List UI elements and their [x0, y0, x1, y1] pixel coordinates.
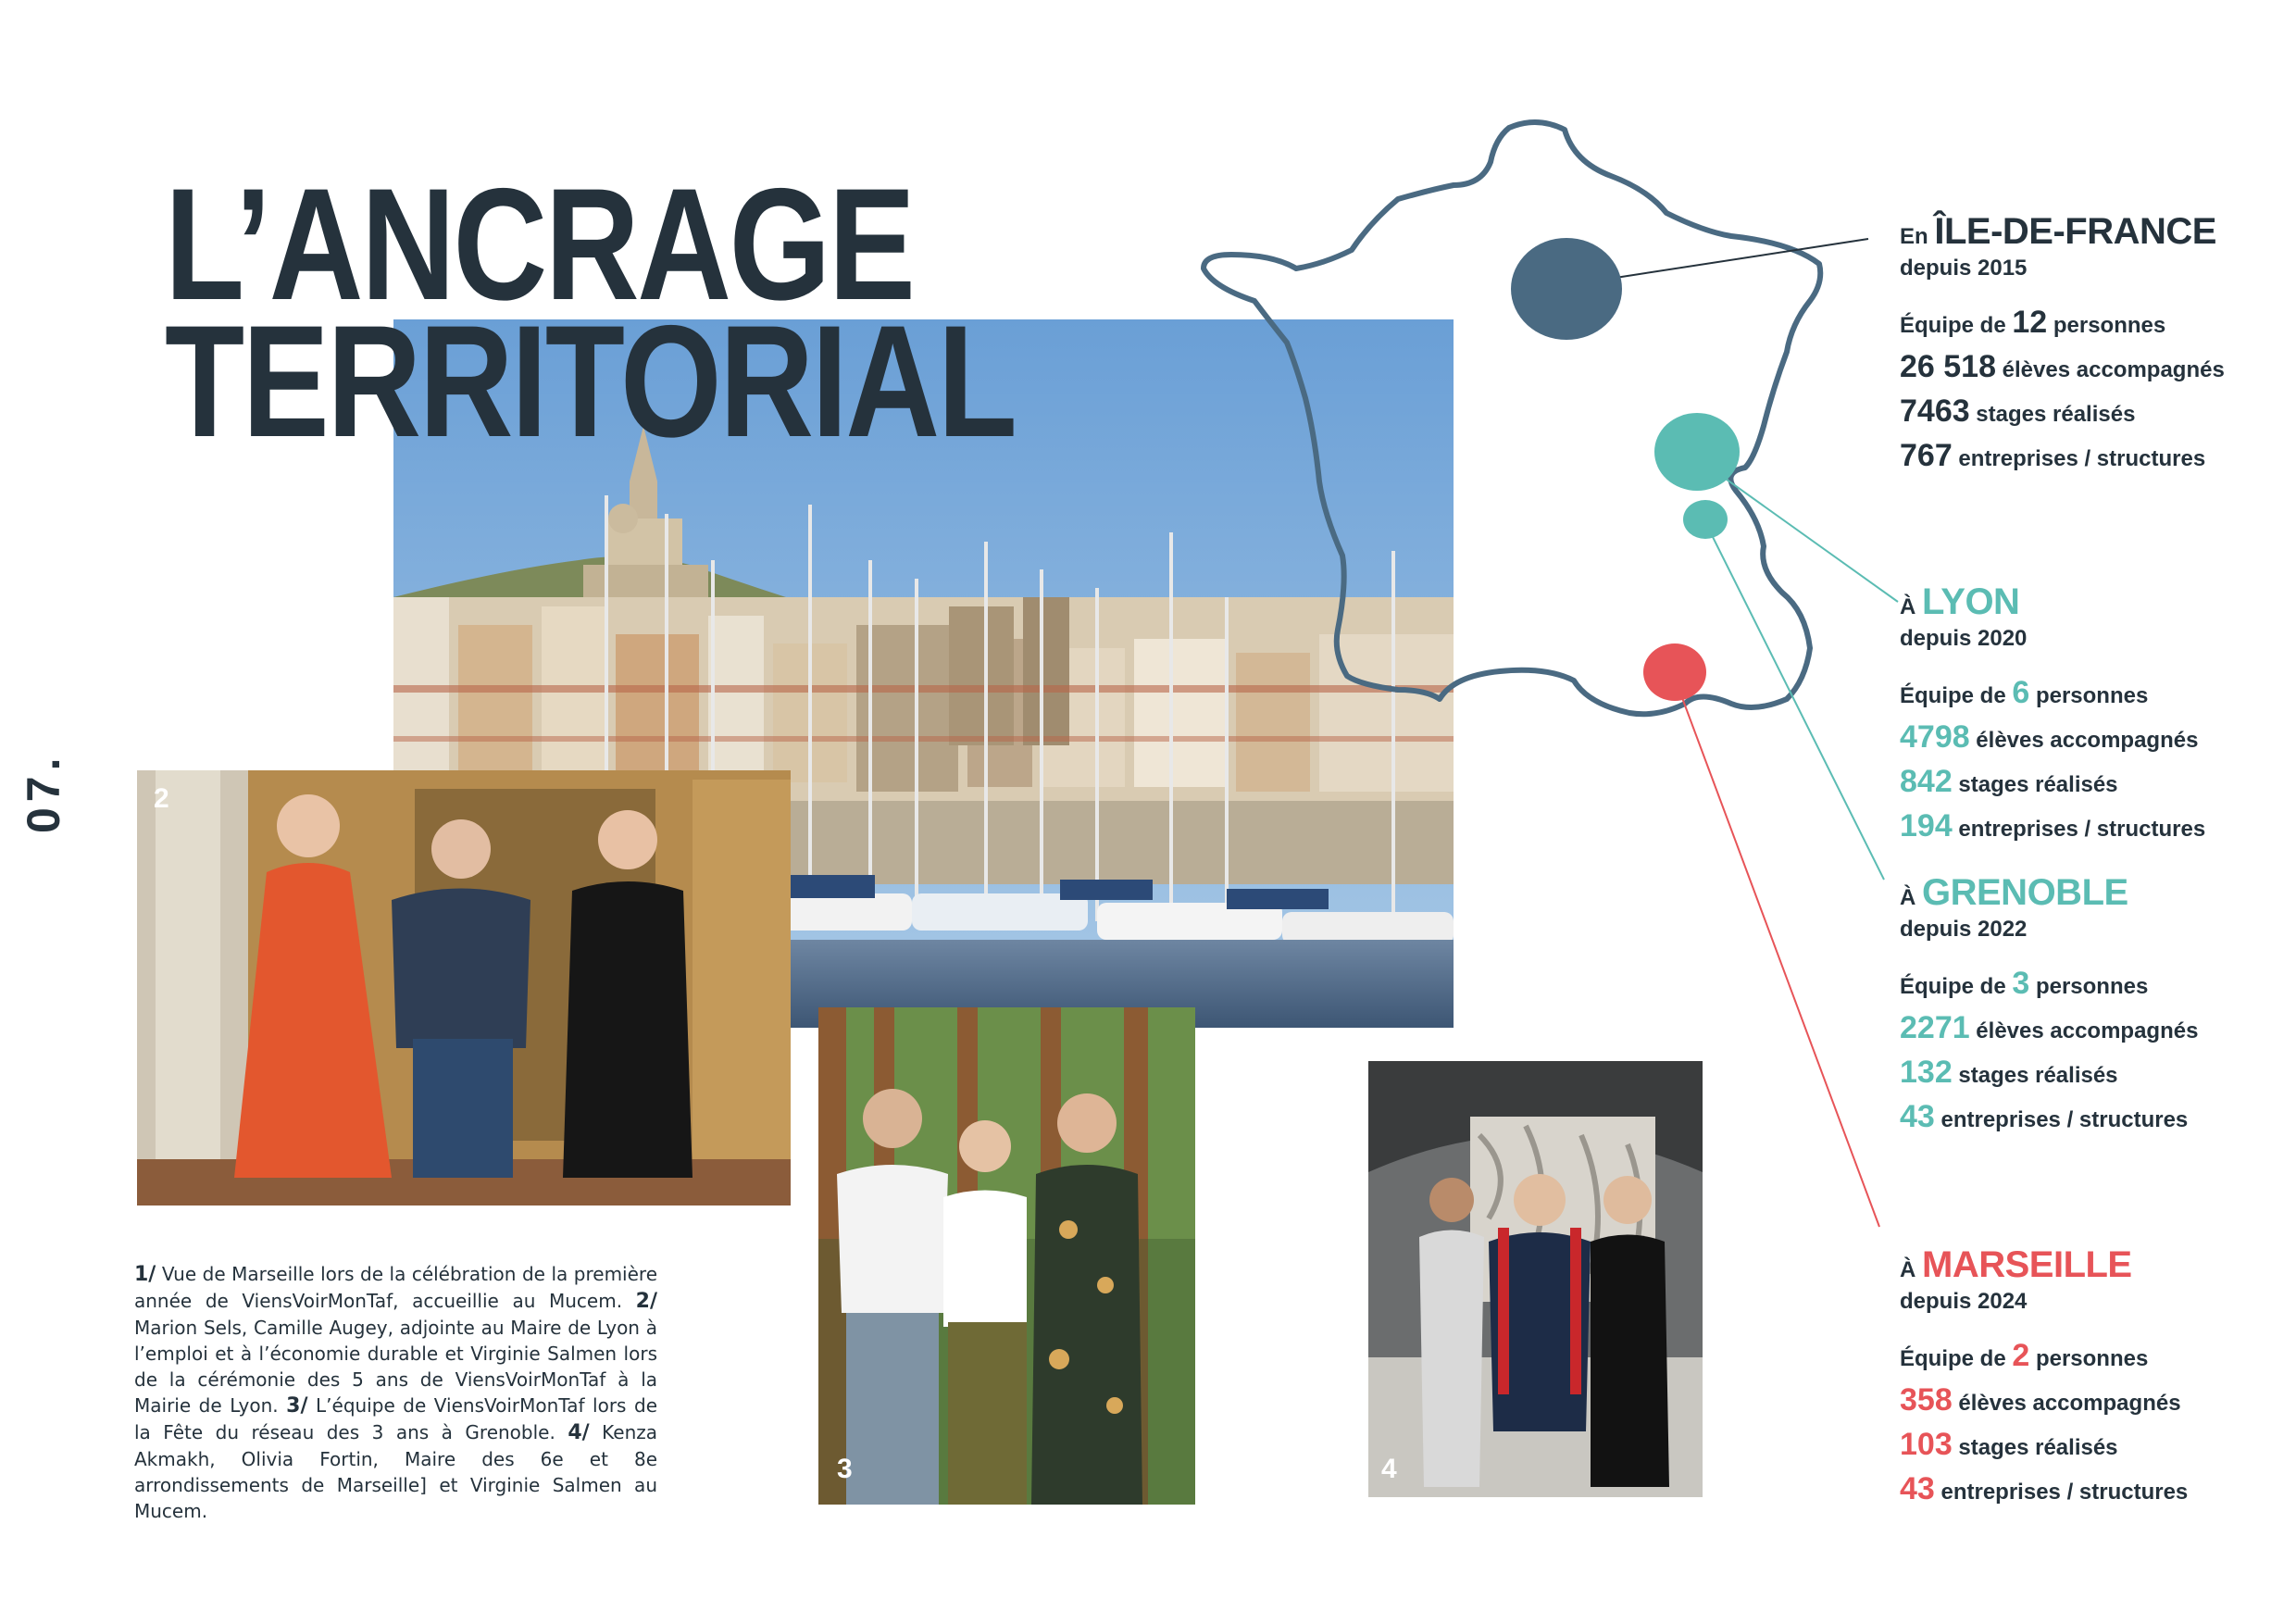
caption-text-2: Marion Sels, Camille Augey, adjointe au Maire de Lyon à l’emploi et à l’économie durable et Virginie Salmen lors de la cérémonie des 5 ans de ViensVoirMonTaf à la Mairie de Lyon. — [134, 1317, 657, 1417]
region-name: MARSEILLE — [1922, 1244, 2132, 1285]
page-number: 07. — [18, 752, 69, 833]
stat-team: Équipe de 12 personnes — [1900, 305, 2166, 340]
stat-students: 26 518 élèves accompagnés — [1900, 349, 2225, 384]
caption-text-3: L’équipe de ViensVoirMonTaf lors de la Fête du réseau des 3 ans à Grenoble. — [134, 1394, 657, 1443]
region-name: GRENOBLE — [1922, 872, 2128, 913]
stat-internships: 132 stages réalisés — [1900, 1055, 2118, 1090]
stat-students: 4798 élèves accompagnés — [1900, 719, 2199, 755]
region-prefix: À — [1900, 1257, 1922, 1282]
title-line-2: TERRITORIAL — [165, 293, 1016, 470]
dot-marseille — [1643, 643, 1706, 701]
region-name: ÎLE-DE-FRANCE — [1934, 211, 2216, 252]
caption-mark-4: 4/ — [568, 1421, 590, 1444]
region-since: depuis 2020 — [1900, 626, 2028, 651]
stat-internships: 7463 stages réalisés — [1900, 394, 2136, 429]
photo-grenoble-team — [818, 1007, 1195, 1505]
region-prefix: À — [1900, 594, 1922, 619]
photo-number-3: 3 — [837, 1454, 853, 1484]
region-since: depuis 2022 — [1900, 917, 2028, 942]
region-prefix: À — [1900, 885, 1922, 910]
photo-mucem — [1368, 1061, 1703, 1497]
stat-internships: 103 stages réalisés — [1900, 1427, 2118, 1462]
stat-students: 2271 élèves accompagnés — [1900, 1010, 2199, 1045]
stat-internships: 842 stages réalisés — [1900, 764, 2118, 799]
leader-line-marseille — [1676, 681, 1879, 1227]
lyon-ceremony-image — [137, 770, 791, 1206]
photo-lyon-ceremony — [137, 770, 791, 1206]
stat-students: 358 élèves accompagnés — [1900, 1382, 2181, 1418]
leader-line-idf — [1616, 239, 1868, 278]
caption-mark-3: 3/ — [286, 1394, 308, 1418]
stat-team: Équipe de 6 personnes — [1900, 675, 2149, 710]
caption-mark-2: 2/ — [635, 1290, 657, 1313]
france-outline — [1204, 122, 1820, 714]
stat-companies: 767 entreprises / structures — [1900, 438, 2206, 473]
region-since: depuis 2015 — [1900, 256, 2028, 281]
caption-text-1: Vue de Marseille lors de la célébration de la première année de ViensVoirMonTaf, accueillie au Mucem. — [134, 1263, 657, 1312]
grenoble-team-image — [818, 1007, 1195, 1505]
region-name: LYON — [1922, 581, 2020, 622]
mucem-image — [1368, 1061, 1703, 1497]
dot-grenoble — [1683, 500, 1728, 539]
leader-line-lyon — [1703, 463, 1898, 602]
caption-text-4: Kenza Akmakh, Olivia Fortin, Maire des 6e et 8e arrondissements de Marseille] et Virginie Salmen au Mucem. — [134, 1421, 657, 1522]
stat-companies: 194 entreprises / structures — [1900, 808, 2206, 843]
stat-companies: 43 entreprises / structures — [1900, 1471, 2189, 1506]
page-title — [165, 156, 1016, 470]
dot-ile-de-france — [1511, 238, 1622, 340]
photo-number-4: 4 — [1381, 1454, 1397, 1484]
region-since: depuis 2024 — [1900, 1289, 2028, 1314]
photo-number-2: 2 — [154, 783, 169, 814]
stat-companies: 43 entreprises / structures — [1900, 1099, 2189, 1134]
stat-team: Équipe de 2 personnes — [1900, 1338, 2149, 1373]
stat-team: Équipe de 3 personnes — [1900, 966, 2149, 1001]
title-line-1: L’ANCRAGE — [165, 156, 914, 333]
region-prefix: En — [1900, 224, 1935, 249]
caption-mark-1: 1/ — [134, 1263, 156, 1286]
dot-lyon — [1654, 413, 1740, 491]
